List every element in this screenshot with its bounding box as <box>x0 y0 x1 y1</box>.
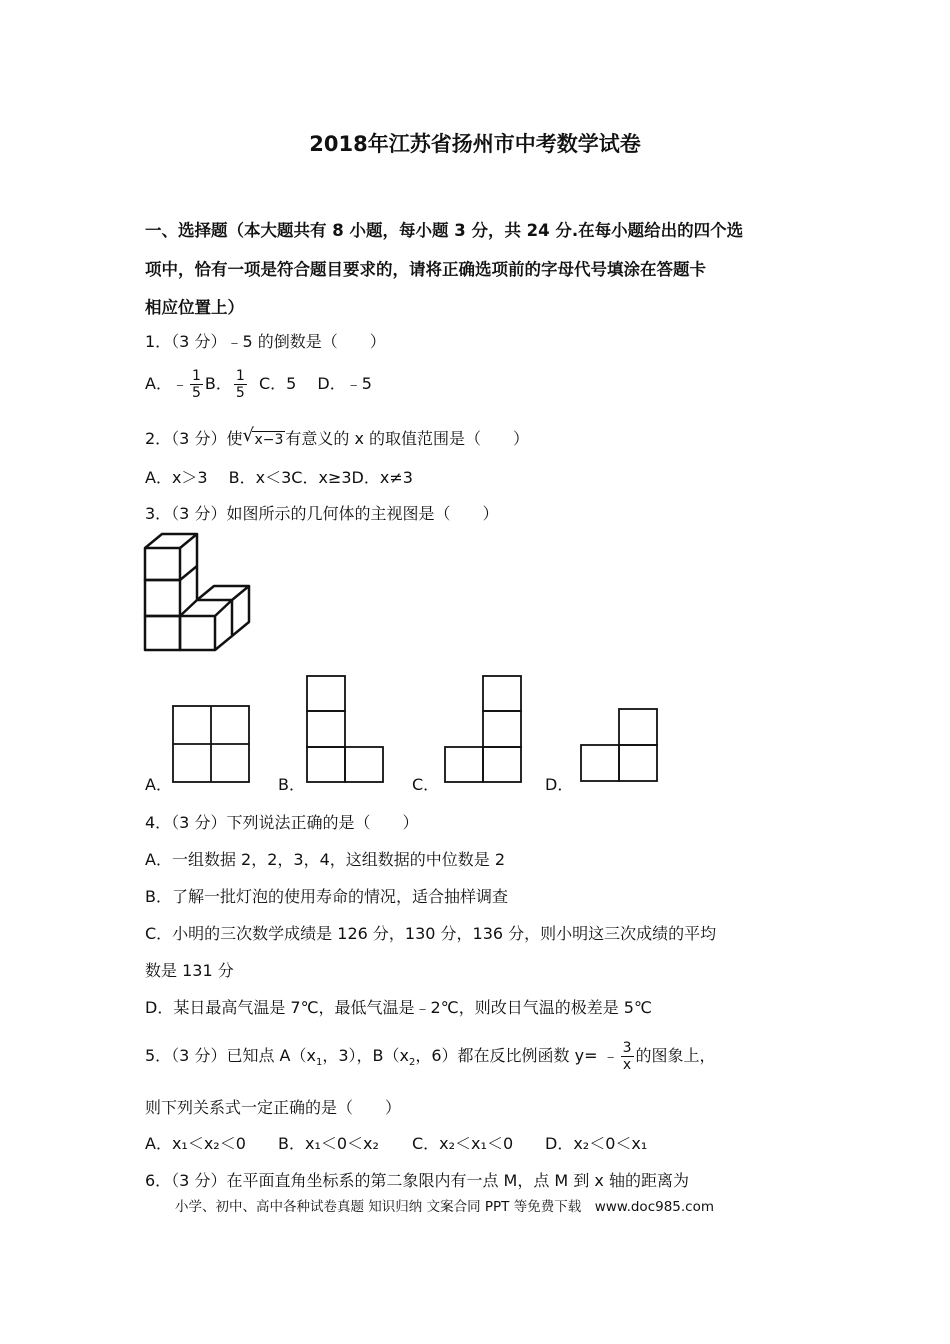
subscript: 1 <box>315 1057 323 1069</box>
q4-option-b: B．了解一批灯泡的使用寿命的情况，适合抽样调查 <box>145 887 508 906</box>
subscript: 2 <box>408 1057 416 1069</box>
q3-option-c-figure <box>444 675 524 785</box>
q4-option-a: A．一组数据 2，2，3，4，这组数据的中位数是 2 <box>145 850 506 869</box>
q1-option-a-prefix: A．﹣ <box>145 374 188 393</box>
q5-stem-mid2: ，6）都在反比例函数 y= ﹣ <box>415 1046 619 1065</box>
q4-option-d: D．某日最高气温是 7℃，最低气温是﹣2℃，则改日气温的极差是 5℃ <box>145 998 652 1017</box>
q5-option-a: A．x₁＜x₂＜0 <box>145 1134 246 1153</box>
q4-option-c-line1: C．小明的三次数学成绩是 126 分，130 分，136 分，则小明这三次成绩的平均 <box>145 924 717 943</box>
q1-option-b-prefix: B． <box>204 374 232 393</box>
fraction-numerator: 3 <box>622 1040 632 1056</box>
q3-option-d-figure <box>580 708 660 784</box>
q3-option-b-figure <box>306 675 386 785</box>
q2-sqrt <box>242 425 285 448</box>
q5-stem-line2: 则下列关系式一定正确的是（ ） <box>145 1098 402 1117</box>
fraction-denominator: 5 <box>235 385 245 401</box>
q5-option-d: D．x₂＜0＜x₁ <box>545 1134 648 1153</box>
q2-stem-post: 有意义的 x 的取值范围是（ ） <box>285 429 530 448</box>
q3-option-b-label: B． <box>278 775 305 794</box>
sqrt-sign-icon: √ <box>242 425 254 446</box>
q5-option-c: C．x₂＜x₁＜0 <box>412 1134 514 1153</box>
q3-stem: 3．（3 分）如图所示的几何体的主视图是（ ） <box>145 504 499 523</box>
q4-option-c-line2: 数是 131 分 <box>145 961 234 980</box>
q2-stem <box>145 426 529 449</box>
q5-stem <box>145 1040 716 1073</box>
q5-stem-pre: 5．（3 分）已知点 A（x <box>145 1046 316 1065</box>
page-title: 2018年江苏省扬州市中考数学试卷 <box>309 132 641 156</box>
q3-option-a-figure <box>172 705 252 785</box>
q2-stem-pre: 2．（3 分）使 <box>145 429 243 448</box>
section-heading-line3: 相应位置上） <box>145 298 244 317</box>
section-heading-line1: 一、选择题（本大题共有 8 小题，每小题 3 分，共 24 分.在每小题给出的四个选 <box>145 221 744 240</box>
q2-options: A．x＞3 B．x＜3C．x≥3D．x≠3 <box>145 468 413 487</box>
q1-stem: 1．（3 分）﹣5 的倒数是（ ） <box>145 332 386 351</box>
q3-option-a-label: A． <box>145 775 172 794</box>
q1-options-cd: C．5 D．﹣5 <box>258 374 372 393</box>
q3-solid-figure <box>140 530 260 655</box>
q1-option-a-fraction <box>190 368 203 401</box>
q5-fraction <box>621 1040 634 1073</box>
q1-option-b-fraction <box>234 368 247 401</box>
q1-options <box>145 368 372 401</box>
fraction-denominator: x <box>622 1057 632 1073</box>
q5-option-b: B．x₁＜0＜x₂ <box>278 1134 379 1153</box>
q3-option-d-label: D． <box>545 775 574 794</box>
footer-watermark: 小学、初中、高中各种试卷真题 知识归纳 文案合同 PPT 等免费下载 www.doc985.com <box>175 1199 715 1215</box>
fraction-numerator: 1 <box>191 368 201 384</box>
q3-option-c-label: C． <box>412 775 440 794</box>
section-heading-line2: 项中，恰有一项是符合题目要求的，请将正确选项前的字母代号填涂在答题卡 <box>145 260 706 279</box>
q2-radicand: x−3 <box>254 432 284 448</box>
q5-stem-mid1: ，3），B（x <box>322 1046 409 1065</box>
q6-stem: 6．（3 分）在平面直角坐标系的第二象限内有一点 M，点 M 到 x 轴的距离为 <box>145 1171 689 1190</box>
fraction-denominator: 5 <box>191 385 201 401</box>
q4-stem: 4．（3 分）下列说法正确的是（ ） <box>145 813 419 832</box>
q5-stem-post: 的图象上， <box>635 1046 716 1065</box>
fraction-numerator: 1 <box>235 368 245 384</box>
